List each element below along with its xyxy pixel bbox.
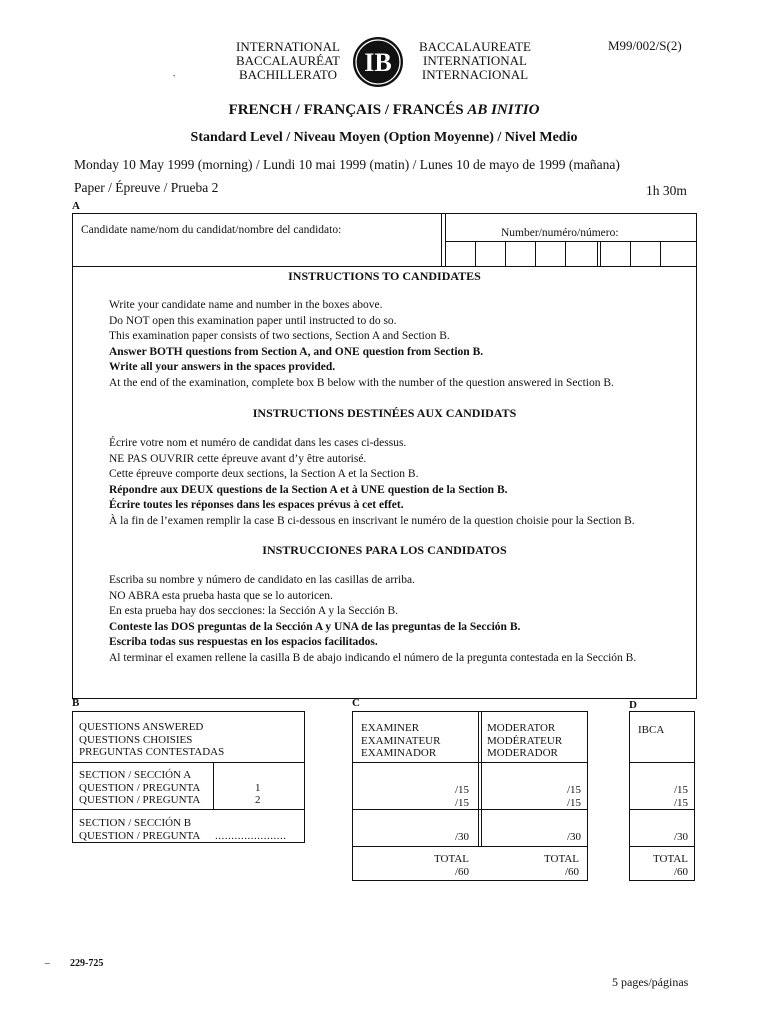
- section-b-labels: [79, 817, 200, 842]
- box-d-rule: [630, 809, 694, 810]
- cell-divider: [565, 241, 566, 266]
- moderator-marks-a: [481, 784, 581, 809]
- box-c-letter: C: [352, 697, 360, 709]
- instruction-line: En esta prueba hay dos secciones: la Sección A y la Sección B.: [109, 605, 399, 617]
- total-value: /60: [673, 865, 688, 878]
- header-line: EXAMINADOR: [361, 747, 437, 759]
- candidate-name-label: Candidate name/nom du candidat/nombre del candidato:: [81, 224, 342, 236]
- ibca-total: [630, 853, 688, 878]
- total-label: TOTAL: [653, 853, 688, 865]
- instructions-en: [109, 298, 689, 391]
- moderator-marks-b: /30: [566, 831, 581, 843]
- org-left-line: INTERNATIONAL: [236, 39, 340, 54]
- box-d: [629, 711, 695, 881]
- cell-divider: [505, 241, 506, 266]
- instruction-line: Answer BOTH questions from Section A, and ONE question from Section B.: [109, 345, 484, 358]
- examiner-marks-b: /30: [454, 831, 469, 843]
- header-line: MODERADOR: [487, 747, 558, 759]
- instruction-line: Cette épreuve comporte deux sections, la Section A et la Section B.: [109, 468, 419, 480]
- cell-divider: [600, 241, 601, 266]
- mark-cell: /15: [454, 796, 469, 809]
- total-label: TOTAL: [544, 853, 579, 865]
- question-number: 2: [255, 794, 261, 806]
- level-title: Standard Level / Niveau Moyen (Option Moyenne) / Nivel Medio: [190, 130, 578, 145]
- instruction-line: At the end of the examination, complete box B below with the number of the question answered in Section B.: [109, 376, 614, 389]
- instruction-line: Write your candidate name and number in the boxes above.: [109, 299, 383, 311]
- section-a-title: SECTION / SECCIÓN A: [79, 769, 192, 781]
- mark-cell: /15: [454, 784, 469, 796]
- org-left-line: BACHILLERATO: [239, 67, 337, 82]
- box-c: [352, 711, 588, 881]
- header-line: EXAMINATEUR: [361, 734, 441, 747]
- instruction-line: Escriba todas sus respuestas en los espacios facilitados.: [109, 636, 378, 648]
- box-b-header: [79, 721, 224, 759]
- org-right-line: INTERNACIONAL: [421, 67, 529, 82]
- box-c-col-divider: [478, 712, 479, 846]
- ibca-marks-b: /30: [673, 831, 688, 843]
- total-value: /60: [564, 865, 579, 878]
- header-line: MODERATOR: [487, 722, 556, 734]
- total-label: TOTAL: [434, 853, 469, 865]
- cell-divider: [660, 241, 661, 266]
- org-left-line: BACCALAURÉAT: [235, 53, 340, 68]
- instruction-line: À la fin de l’examen remplir la case B ci-dessous en inscrivant le numéro de la question choisie pour la Section B.: [109, 514, 635, 527]
- examiner-total: [353, 853, 469, 878]
- candidate-number-cells[interactable]: [445, 241, 696, 266]
- ib-logo-icon: [352, 36, 404, 88]
- question-label: QUESTION / PREGUNTA: [79, 794, 201, 806]
- box-a-divider: [441, 214, 442, 266]
- section-b-answer-field[interactable]: ......................: [215, 829, 287, 842]
- footer-mark: –: [45, 958, 50, 969]
- instructions-fr-title: INSTRUCTIONS DESTINÉES AUX CANDIDATS: [252, 406, 517, 420]
- box-a-letter: A: [72, 200, 80, 212]
- section-a-labels: [79, 769, 200, 807]
- instruction-line: Répondre aux DEUX questions de la Section A et à UNE question de la Section B.: [109, 483, 508, 496]
- mark-cell: /15: [673, 784, 688, 796]
- box-c-rule: [353, 809, 587, 810]
- box-a-rule: [73, 266, 696, 267]
- box-c-rule: [353, 762, 587, 763]
- cell-divider: [535, 241, 536, 266]
- box-b-letter: B: [72, 697, 80, 709]
- instruction-line: Écrire votre nom et numéro de candidat dans les cases ci-dessus.: [109, 437, 407, 449]
- header-line: QUESTIONS CHOISIES: [79, 733, 193, 746]
- subject-italic: AB INITIO: [467, 102, 540, 118]
- subject-title: [0, 102, 768, 119]
- logo-text: IB: [364, 48, 392, 77]
- header-line: PREGUNTAS CONTESTADAS: [79, 746, 225, 758]
- instruction-line: Écrire toutes les réponses dans les espaces prévus à cet effet.: [109, 499, 404, 511]
- subject-main: FRENCH / FRANÇAIS / FRANCÉS: [228, 102, 464, 118]
- cell-divider: [475, 241, 476, 266]
- box-b: [72, 711, 305, 843]
- ibca-label: IBCA: [638, 724, 665, 736]
- instruction-line: Conteste las DOS preguntas de la Sección A y UNA de las preguntas de la Sección B.: [109, 620, 521, 633]
- instruction-line: This examination paper consists of two sections, Section A and Section B.: [109, 330, 450, 342]
- instruction-line: Do NOT open this examination paper until instructed to do so.: [109, 314, 397, 327]
- candidate-number-label: Number/numéro/número:: [501, 227, 619, 239]
- examiner-marks-a: [353, 784, 469, 809]
- instructions-es-title: INSTRUCCIONES PARA LOS CANDIDATOS: [262, 543, 507, 557]
- instruction-line: Al terminar el examen rellene la casilla B de abajo indicando el número de la pregunta contestada en la Sección B.: [109, 651, 637, 664]
- header-line: MODÉRATEUR: [487, 734, 563, 747]
- page-count: 5 pages/páginas: [612, 975, 689, 989]
- box-a: [72, 213, 697, 699]
- cell-divider: [597, 241, 598, 266]
- instruction-line: NE PAS OUVRIR cette épreuve avant d’y être autorisé.: [109, 452, 367, 465]
- moderator-header: [487, 722, 562, 760]
- question-label: QUESTION / PREGUNTA: [79, 781, 201, 794]
- mark-cell: /15: [566, 796, 581, 809]
- mark-cell: /15: [566, 784, 581, 796]
- instruction-line: NO ABRA esta prueba hasta que se lo autoricen.: [109, 589, 333, 602]
- cell-divider: [630, 241, 631, 266]
- moderator-total: [481, 853, 579, 878]
- instructions-es: [109, 573, 694, 666]
- ibca-marks-a: [630, 784, 688, 809]
- question-label: QUESTION / PREGUNTA: [79, 829, 201, 842]
- mark-cell: /15: [673, 796, 688, 809]
- examiner-header: [361, 722, 440, 760]
- box-d-rule: [630, 846, 694, 847]
- instructions-fr: [109, 436, 689, 529]
- section-a-numbers: [255, 782, 261, 807]
- box-b-rule: [73, 809, 304, 810]
- paper-label: Paper / Épreuve / Prueba 2: [74, 180, 219, 195]
- header-line: EXAMINER: [361, 722, 420, 734]
- box-c-rule: [353, 846, 587, 847]
- org-name-left: [218, 40, 358, 82]
- question-number: 1: [255, 781, 261, 794]
- org-right-line: INTERNATIONAL: [423, 53, 527, 68]
- org-right-line: BACCALAUREATE: [419, 39, 531, 54]
- exam-date: Monday 10 May 1999 (morning) / Lundi 10 mai 1999 (matin) / Lunes 10 de mayo de 1999 (mañana): [74, 157, 620, 172]
- duration: 1h 30m: [646, 183, 687, 198]
- box-b-col-divider: [213, 762, 214, 809]
- total-value: /60: [454, 865, 469, 878]
- footer-code: 229-725: [70, 958, 104, 969]
- box-c-col-divider: [481, 712, 482, 846]
- header-line: QUESTIONS ANSWERED: [79, 721, 204, 733]
- box-b-rule: [73, 762, 304, 763]
- box-d-rule: [630, 762, 694, 763]
- section-b-title: SECTION / SECCIÓN B: [79, 817, 192, 829]
- document-code: M99/002/S(2): [608, 38, 682, 53]
- stray-mark: ·: [172, 68, 177, 83]
- instructions-en-title: INSTRUCTIONS TO CANDIDATES: [288, 269, 481, 283]
- box-d-letter: D: [629, 699, 637, 711]
- org-name-right: [400, 40, 550, 82]
- instruction-line: Escriba su nombre y número de candidato en las casillas de arriba.: [109, 574, 415, 586]
- instruction-line: Write all your answers in the spaces provided.: [109, 361, 336, 373]
